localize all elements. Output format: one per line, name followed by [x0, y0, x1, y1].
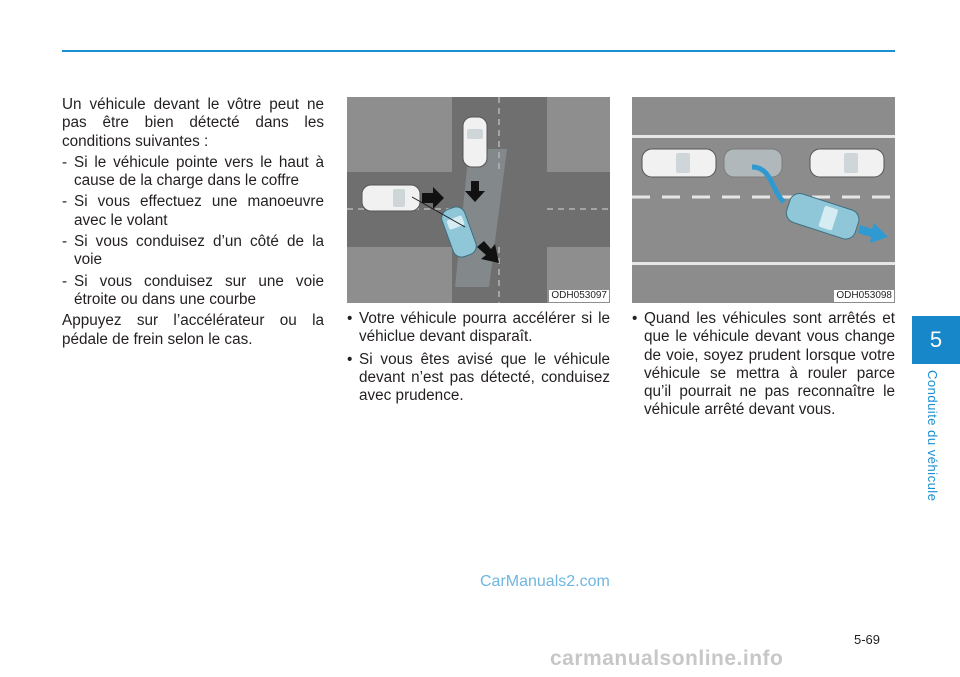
column-2: [347, 310, 610, 409]
section-title: Conduite du véhicule: [925, 370, 940, 502]
watermark-bottom: carmanualsonline.info: [550, 647, 784, 670]
car-stopped-front: [810, 149, 884, 177]
figure-code: ODH053097: [551, 290, 607, 301]
column-3: [632, 310, 895, 424]
column-1: [62, 96, 324, 352]
lane-change-illustration: [632, 97, 895, 303]
list-item: - Si le véhicule pointe vers le haut à cause de la charge dans le coffre: [62, 153, 324, 190]
list-item: • Quand les véhicules sont arrêtés et que le véhicule devant vous change de voie, soyez prudent lorsque votre véhicule se mettra à rouler parce qu’il pourrait ne pas reconnaître le véhicule arrêté devant vous.: [632, 310, 895, 419]
intersection-illustration: [347, 97, 610, 303]
chapter-tab: 5: [912, 316, 960, 364]
figure-intersection: [347, 97, 610, 303]
list-item: • Si vous êtes avisé que le véhicule devant n’est pas détecté, conduisez avec prudence.: [347, 350, 610, 405]
header-rule: [62, 50, 895, 52]
list-item: • Votre véhicule pourra accélérer si le véhiclue devant disparaît.: [347, 310, 610, 346]
intro-paragraph: Un véhicule devant le vôtre peut ne pas être bien détecté dans les conditions suivantes :: [62, 96, 324, 150]
watermark-top: CarManuals2.com: [480, 573, 610, 590]
car-left: [362, 185, 420, 211]
car-top: [463, 117, 487, 167]
figure-lane-change: [632, 97, 895, 303]
car-ghost: [724, 149, 782, 177]
page-number: 5-69: [854, 632, 881, 647]
list-item: - Si vous effectuez une manoeuvre avec le volant: [62, 193, 324, 229]
figure-code: ODH053098: [836, 290, 892, 301]
car-stopped-rear: [642, 149, 716, 177]
list-item: - Si vous conduisez d’un côté de la voie: [62, 233, 324, 269]
list-item: - Si vous conduisez sur une voie étroite ou dans une courbe: [62, 272, 324, 308]
outro-paragraph: Appuyez sur l’accélérateur ou la pédale de frein selon le cas.: [62, 312, 324, 348]
